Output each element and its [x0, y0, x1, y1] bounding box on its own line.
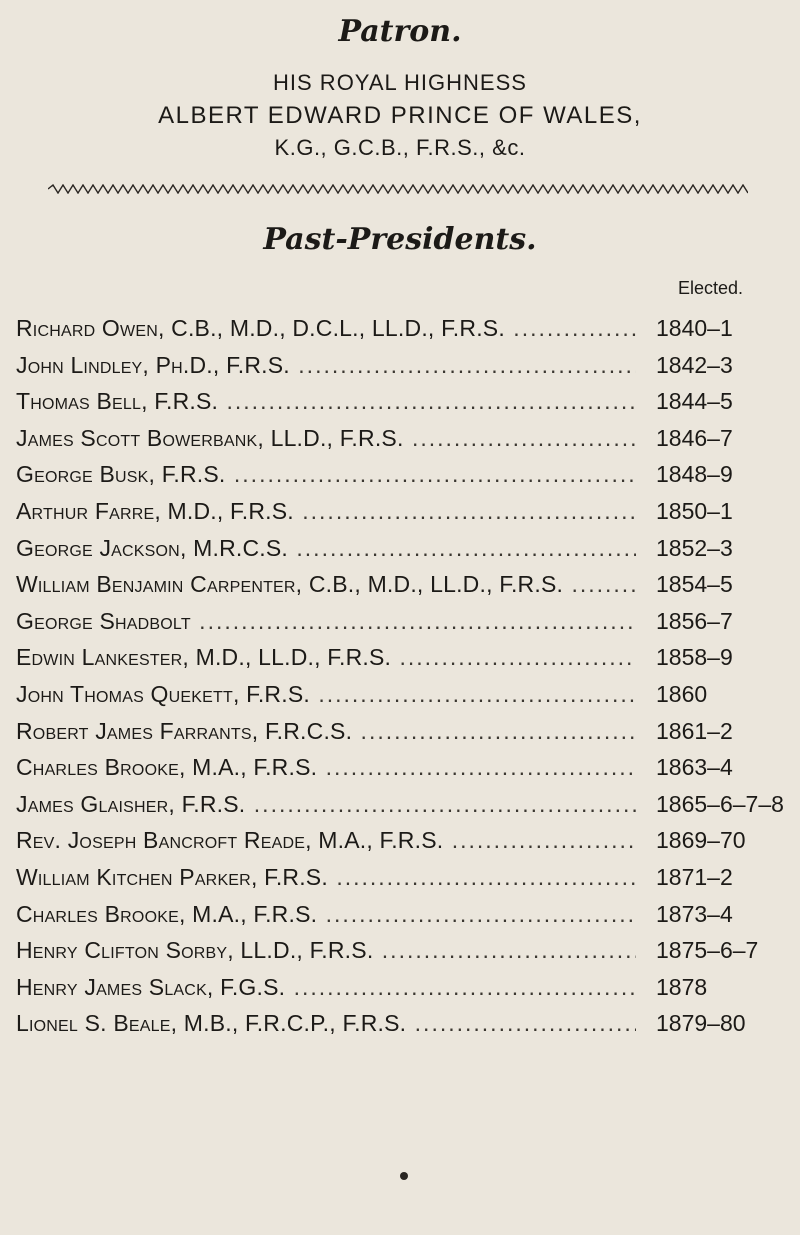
president-row [16, 384, 776, 421]
elected-year: 1871–2 [650, 862, 800, 892]
president-name: Lionel S. Beale, M.B., F.R.C.P., F.R.S. ..... [16, 1008, 636, 1038]
president-name: George Jackson, M.R.C.S. ..... [16, 533, 636, 563]
president-name: William Kitchen Parker, F.R.S. ..... [16, 862, 636, 892]
elected-year: 1873–4 [650, 899, 800, 929]
president-name: Thomas Bell, F.R.S. ..... [16, 386, 636, 416]
president-row [16, 897, 776, 934]
ink-mark [400, 1172, 408, 1180]
president-name: James Scott Bowerbank, LL.D., F.R.S. ..... [16, 423, 636, 453]
president-row [16, 567, 776, 604]
elected-year: 1878 [650, 972, 800, 1002]
president-name: William Benjamin Carpenter, C.B., M.D., LL.D., F.R.S. ..... [16, 569, 636, 599]
president-row [16, 750, 776, 787]
elected-year: 1854–5 [650, 569, 800, 599]
president-row [16, 970, 776, 1007]
patron-heading: Patron. [338, 14, 462, 49]
president-name: Edwin Lankester, M.D., LL.D., F.R.S. ..... [16, 642, 636, 672]
president-row [16, 311, 776, 348]
president-row [16, 677, 776, 714]
elected-year: 1861–2 [650, 716, 800, 746]
president-row [16, 714, 776, 751]
president-row [16, 604, 776, 641]
past-presidents-list [16, 311, 784, 1043]
elected-year: 1844–5 [650, 386, 800, 416]
elected-year: 1842–3 [650, 350, 800, 380]
elected-year: 1858–9 [650, 642, 800, 672]
president-row [16, 348, 776, 385]
president-row [16, 787, 784, 824]
president-name: Richard Owen, C.B., M.D., D.C.L., LL.D., F.R.S. ..... [16, 313, 636, 343]
patron-title: HIS ROYAL HIGHNESS [273, 70, 527, 95]
elected-year: 1863–4 [650, 752, 800, 782]
president-name: Arthur Farre, M.D., F.R.S. ..... [16, 496, 636, 526]
elected-year: 1850–1 [650, 496, 800, 526]
elected-year: 1869–70 [650, 825, 800, 855]
president-row [16, 640, 776, 677]
president-name: Charles Brooke, M.A., F.R.S. ..... [16, 752, 636, 782]
president-name: Henry Clifton Sorby, LL.D., F.R.S. ..... [16, 935, 636, 965]
president-name: James Glaisher, F.R.S. ..... [16, 789, 636, 819]
elected-year: 1856–7 [650, 606, 800, 636]
president-name: John Thomas Quekett, F.R.S. ..... [16, 679, 636, 709]
president-row [16, 457, 776, 494]
elected-year: 1879–80 [650, 1008, 800, 1038]
elected-year: 1875–6–7 [650, 935, 800, 965]
president-row [16, 860, 776, 897]
president-name: John Lindley, Ph.D., F.R.S. ..... [16, 350, 636, 380]
president-name: Robert James Farrants, F.R.C.S. ..... [16, 716, 636, 746]
elected-year: 1852–3 [650, 533, 800, 563]
president-row [16, 531, 776, 568]
president-row [16, 421, 776, 458]
patron-honours: K.G., G.C.B., F.R.S., &c. [274, 135, 526, 160]
wavy-divider-ornament [48, 184, 748, 194]
patron-name: ALBERT EDWARD PRINCE OF WALES, [158, 102, 642, 129]
elected-year: 1846–7 [650, 423, 800, 453]
president-row [16, 494, 776, 531]
president-name: George Shadbolt ..... [16, 606, 636, 636]
elected-year: 1865–6–7–8 [650, 789, 800, 819]
elected-year: 1840–1 [650, 313, 800, 343]
elected-year: 1860 [650, 679, 800, 709]
elected-year: 1848–9 [650, 459, 800, 489]
president-name: Rev. Joseph Bancroft Reade, M.A., F.R.S. ..... [16, 825, 636, 855]
president-name: Henry James Slack, F.G.S. ..... [16, 972, 636, 1002]
president-name: George Busk, F.R.S. ..... [16, 459, 636, 489]
past-presidents-heading: Past-Presidents. [263, 222, 537, 257]
elected-column-label: Elected. [678, 278, 744, 298]
president-name: Charles Brooke, M.A., F.R.S. ..... [16, 899, 636, 929]
president-row [16, 823, 776, 860]
president-row [16, 933, 776, 970]
president-row [16, 1006, 776, 1043]
